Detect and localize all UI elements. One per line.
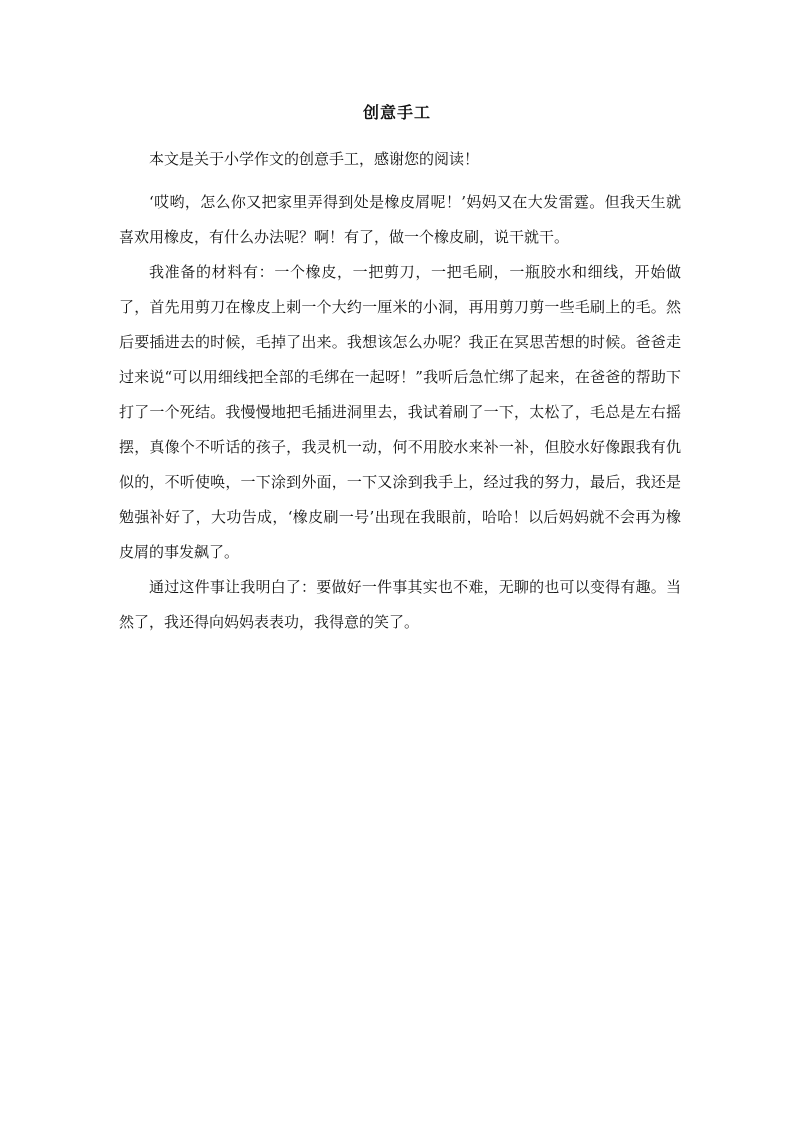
document-title: 创意手工 [362, 103, 431, 122]
body-paragraph-1: ‘哎哟，怎么你又把家里弄得到处是橡皮屑呢！’妈妈又在大发雷霆。但我天生就喜欢用橡皮，有什么办法呢？啊！有了，做一个橡皮刷，说干就干。 [119, 193, 681, 246]
body-paragraph-3: 通过这件事让我明白了：要做好一件事其实也不难，无聊的也可以变得有趣。当然了，我还得向妈妈表表功，我得意的笑了。 [119, 578, 681, 631]
intro-paragraph: 本文是关于小学作文的创意手工，感谢您的阅读！ [149, 150, 480, 168]
document-body [119, 142, 681, 640]
body-paragraph-2: 我准备的材料有：一个橡皮，一把剪刀，一把毛刷，一瓶胶水和细线，开始做了，首先用剪刀在橡皮上刺一个大约一厘米的小洞，再用剪刀剪一些毛刷上的毛。然后要插进去的时候，毛掉了出来。我想该怎么办呢？我正在冥思苦想的时候。爸爸走过来说“可以用细线把全部的毛绑在一起呀！”我听后急忙绑了起来，在爸爸的帮助下打了一个死结。我慢慢地把毛插进洞里去，我试着刷了一下，太松了，毛总是左右摇摆，真像个不听话的孩子，我灵机一动，何不用胶水来补一补，但胶水好像跟我有仇似的，不听使唤，一下涂到外面，一下又涂到我手上，经过我的努力，最后，我还是勉强补好了，大功告成，‘橡皮刷一号’出现在我眼前，哈哈！以后妈妈就不会再为橡皮屑的事发飙了。 [119, 263, 681, 561]
